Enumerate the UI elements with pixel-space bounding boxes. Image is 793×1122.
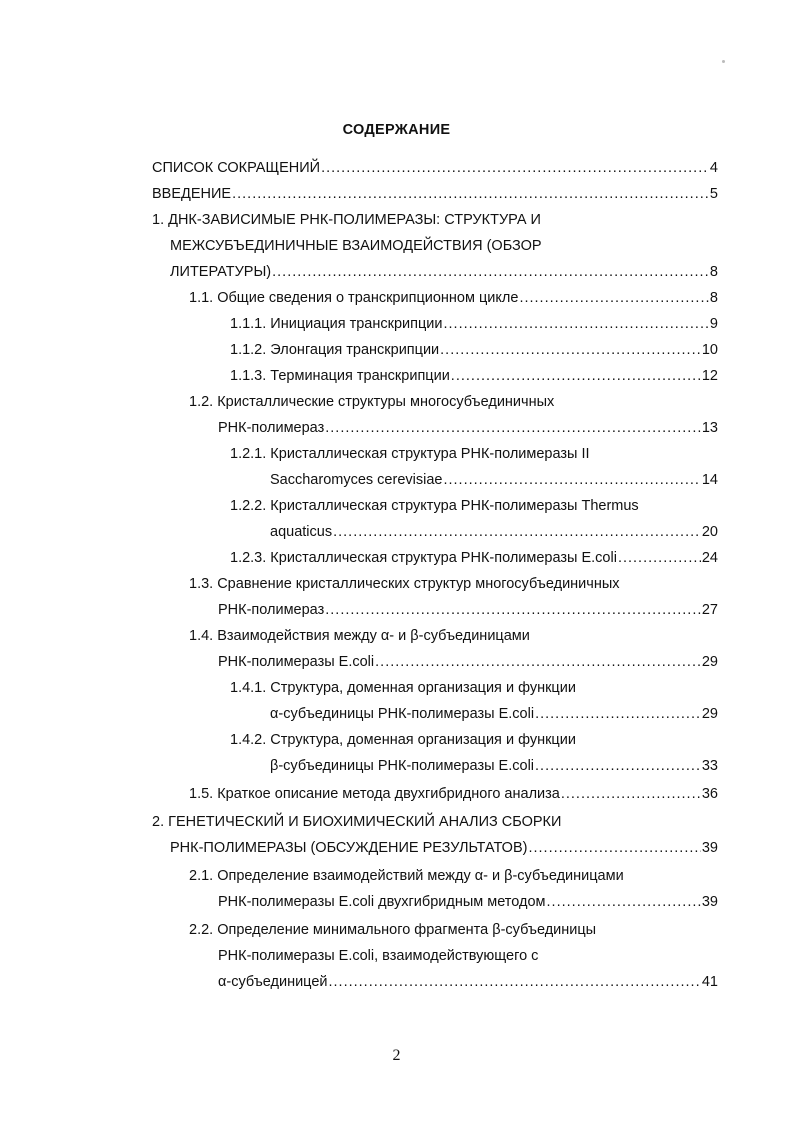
toc-entry <box>152 210 718 230</box>
toc-entry-page: 24 <box>701 550 718 566</box>
toc-entry <box>189 626 718 646</box>
toc-entry <box>218 652 718 672</box>
toc-entry-page: 8 <box>709 290 718 306</box>
toc-entry <box>189 784 718 804</box>
toc-entry-text: 1.2.1. Кристаллическая структура РНК-полимеразы II <box>230 446 590 462</box>
toc-entry <box>230 678 718 698</box>
toc-entry-page: 13 <box>701 420 718 436</box>
toc-dot-leader <box>519 288 708 308</box>
toc-dot-leader <box>535 704 701 724</box>
toc-dot-leader <box>325 600 701 620</box>
toc-entry <box>230 314 718 334</box>
toc-entry-text: 1.4.2. Структура, доменная организация и функции <box>230 732 576 748</box>
toc-entry <box>189 288 718 308</box>
toc-entry-text: РНК-полимераз <box>218 602 325 618</box>
toc-dot-leader <box>443 470 700 490</box>
toc-entry <box>270 704 718 724</box>
toc-entry-page: 9 <box>709 316 718 332</box>
toc-entry-text: Saccharomyces cerevisiae <box>270 472 443 488</box>
toc-entry-text: 1.2. Кристаллические структуры многосубъединичных <box>189 394 555 410</box>
toc-dot-leader <box>333 522 701 542</box>
toc-entry-text: α-субъединицы РНК-полимеразы E.coli <box>270 706 535 722</box>
toc-entry-page: 29 <box>701 654 718 670</box>
toc-entry-text: 1.1. Общие сведения о транскрипционном цикле <box>189 290 519 306</box>
toc-entry-page: 36 <box>701 786 718 802</box>
toc-dot-leader <box>547 892 701 912</box>
toc-entry <box>189 574 718 594</box>
toc-entry-page: 4 <box>709 160 718 176</box>
toc-entry-text: α-субъединицей <box>218 974 328 990</box>
toc-entry <box>230 444 718 464</box>
toc-entry <box>152 184 718 204</box>
toc-entry-text: 1. ДНК-ЗАВИСИМЫЕ РНК-ПОЛИМЕРАЗЫ: СТРУКТУРА И <box>152 212 541 228</box>
toc-entry <box>189 920 718 940</box>
toc-entry-text: 1.4. Взаимодействия между α- и β-субъединицами <box>189 628 530 644</box>
toc-dot-leader <box>561 784 701 804</box>
toc-entry <box>189 392 718 412</box>
toc-entry-page: 39 <box>701 894 718 910</box>
toc-entry-text: β-субъединицы РНК-полимеразы E.coli <box>270 758 535 774</box>
toc-entry-page: 20 <box>701 524 718 540</box>
toc-entry-text: 1.3. Сравнение кристаллических структур многосубъединичных <box>189 576 620 592</box>
toc-entry-page: 14 <box>701 472 718 488</box>
toc-entry-text: 1.1.3. Терминация транскрипции <box>230 368 450 384</box>
toc-entry <box>230 730 718 750</box>
toc-entry-page: 5 <box>709 186 718 202</box>
toc-entry <box>270 470 718 490</box>
toc-entry <box>270 522 718 542</box>
toc-dot-leader <box>272 262 709 282</box>
page-number: 2 <box>392 1047 401 1064</box>
toc-entry-text: РНК-полимеразы E.coli <box>218 654 375 670</box>
toc-dot-leader <box>528 838 700 858</box>
toc-dot-leader <box>535 756 701 776</box>
toc-entry <box>170 236 718 256</box>
toc-entry-page: 10 <box>701 342 718 358</box>
toc-entry-text: МЕЖСУБЪЕДИНИЧНЫЕ ВЗАИМОДЕЙСТВИЯ (ОБЗОР <box>170 238 542 254</box>
toc-dot-leader <box>440 340 701 360</box>
toc-entry <box>218 972 718 992</box>
toc-entry-text: СПИСОК СОКРАЩЕНИЙ <box>152 160 321 176</box>
toc-entry-text: ЛИТЕРАТУРЫ) <box>170 264 272 280</box>
toc-entry-text: РНК-ПОЛИМЕРАЗЫ (ОБСУЖДЕНИЕ РЕЗУЛЬТАТОВ) <box>170 840 528 856</box>
page-title: СОДЕРЖАНИЕ <box>342 122 451 138</box>
toc-entry <box>218 418 718 438</box>
toc-entry-text: 1.1.2. Элонгация транскрипции <box>230 342 440 358</box>
scan-speck <box>722 60 725 63</box>
toc-entry <box>218 892 718 912</box>
toc-entry-page: 29 <box>701 706 718 722</box>
toc-dot-leader <box>321 158 709 178</box>
toc-entry <box>170 838 718 858</box>
toc-dot-leader <box>232 184 709 204</box>
toc-entry-text: РНК-полимеразы E.coli двухгибридным методом <box>218 894 546 910</box>
toc-entry-text: aquaticus <box>270 524 333 540</box>
toc-entry <box>230 548 718 568</box>
toc-dot-leader <box>375 652 701 672</box>
toc-dot-leader <box>325 418 701 438</box>
toc-dot-leader <box>328 972 700 992</box>
toc-entry-text: РНК-полимеразы E.coli, взаимодействующего с <box>218 948 539 964</box>
toc-entry-text: ВВЕДЕНИЕ <box>152 186 232 202</box>
toc-entry-page: 41 <box>701 974 718 990</box>
toc-entry <box>189 866 718 886</box>
toc-entry-text: 2. ГЕНЕТИЧЕСКИЙ И БИОХИМИЧЕСКИЙ АНАЛИЗ СБОРКИ <box>152 814 562 830</box>
toc-entry <box>270 756 718 776</box>
toc-entry-text: 2.1. Определение взаимодействий между α- и β-субъединицами <box>189 868 624 884</box>
toc-dot-leader <box>618 548 701 568</box>
toc-entry <box>152 812 718 832</box>
toc-entry <box>230 496 718 516</box>
toc-entry <box>152 158 718 178</box>
toc-entry <box>218 946 718 966</box>
toc-entry <box>170 262 718 282</box>
toc-entry-text: 1.2.3. Кристаллическая структура РНК-полимеразы E.coli <box>230 550 617 566</box>
toc-entry-page: 8 <box>709 264 718 280</box>
toc-entry-text: 2.2. Определение минимального фрагмента β-субъединицы <box>189 922 597 938</box>
toc-dot-leader <box>451 366 701 386</box>
toc-entry-page: 39 <box>701 840 718 856</box>
toc-dot-leader <box>443 314 708 334</box>
toc-entry-text: 1.5. Краткое описание метода двухгибридного анализа <box>189 786 560 802</box>
toc-entry-text: 1.4.1. Структура, доменная организация и функции <box>230 680 576 696</box>
toc-entry-page: 33 <box>701 758 718 774</box>
toc-entry <box>218 600 718 620</box>
toc-entry-page: 27 <box>701 602 718 618</box>
toc-entry-text: РНК-полимераз <box>218 420 325 436</box>
toc-entry-text: 1.1.1. Инициация транскрипции <box>230 316 443 332</box>
toc-entry-text: 1.2.2. Кристаллическая структура РНК-полимеразы Thermus <box>230 498 639 514</box>
toc-entry-page: 12 <box>701 368 718 384</box>
toc-entry <box>230 366 718 386</box>
toc-entry <box>230 340 718 360</box>
